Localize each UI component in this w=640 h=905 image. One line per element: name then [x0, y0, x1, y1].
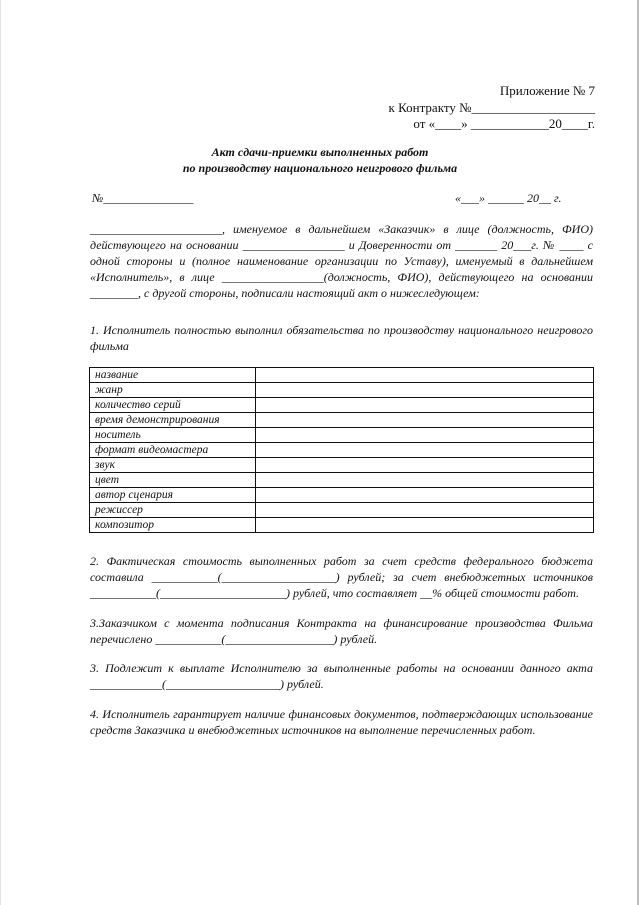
row-label: формат видеомастера	[90, 443, 256, 458]
appendix-label: Приложение № 7	[499, 83, 595, 98]
act-number: №_______________	[92, 191, 194, 205]
row-label: автор сценария	[90, 488, 256, 503]
table-row	[90, 413, 594, 428]
row-value	[256, 398, 594, 413]
row-label: носитель	[90, 428, 256, 443]
row-label: режиссер	[90, 503, 256, 518]
row-label: звук	[90, 458, 256, 473]
scan-right-edge	[637, 0, 639, 905]
table-row	[90, 443, 594, 458]
table-row	[90, 518, 594, 533]
section-3-text: 3.Заказчиком с момента подписания Контракта на финансирование производства Фильма перечислено ___________(__________________) рублей.	[90, 616, 593, 646]
scan-left-edge	[0, 0, 1, 905]
table-row	[90, 368, 594, 383]
row-label: название	[90, 368, 256, 383]
table-row	[90, 458, 594, 473]
document-title-line2: по производству национального неигрового фильма	[182, 161, 458, 175]
table-row	[90, 398, 594, 413]
table-row	[90, 473, 594, 488]
row-value	[256, 488, 594, 503]
row-label: композитор	[90, 518, 256, 533]
row-value	[256, 443, 594, 458]
film-info-table	[89, 367, 594, 533]
section-3b-text: 3. Подлежит к выплате Исполнителю за выполненные работы на основании данного акта ____________(___________________) рублей.	[90, 661, 593, 691]
row-value	[256, 413, 594, 428]
row-value	[256, 473, 594, 488]
contract-date-line: от «____» ____________20____г.	[413, 116, 595, 131]
row-value	[256, 458, 594, 473]
act-date: «___» ______ 20__ г.	[455, 191, 562, 205]
row-label: время демонстрирования	[90, 413, 256, 428]
table-row	[90, 428, 594, 443]
section-4-text: 4. Исполнитель гарантирует наличие финансовых документов, подтверждающих использование средств Заказчика и внебюджетных источников на выполнение перечисленных работ.	[90, 707, 593, 737]
section-1-text: 1. Исполнитель полностью выполнил обязательства по производству национального неигрового фильма	[90, 323, 593, 353]
table-row	[90, 383, 594, 398]
intro-paragraph: ______________________, именуемое в дальнейшем «Заказчик» в лице (должность, ФИО) действующего на основании _________________ и Доверенности от _______ 20___г. № ____ с одной стороны и (полное наименование организации по Уставу), именуемый в дальнейшем «Исполнитель», в лице _________________(должность, ФИО), действующего на основании ________, с другой стороны, подписали настоящий акт о нижеследующем:	[90, 222, 593, 300]
row-value	[256, 518, 594, 533]
row-value	[256, 503, 594, 518]
row-label: количество серий	[90, 398, 256, 413]
row-value	[256, 368, 594, 383]
contract-number-line: к Контракту №___________________	[388, 100, 595, 115]
row-label: жанр	[90, 383, 256, 398]
table-row	[90, 488, 594, 503]
row-value	[256, 383, 594, 398]
row-value	[256, 428, 594, 443]
document-title-line1: Акт сдачи-приемки выполненных работ	[211, 145, 429, 159]
row-label: цвет	[90, 473, 256, 488]
section-2-text: 2. Фактическая стоимость выполненных работ за счет средств федерального бюджета составила ___________(___________________) рублей; за счет внебюджетных источников ___________(_____________________) рублей, что составляет __% общей стоимости работ.	[90, 554, 593, 600]
table-row	[90, 503, 594, 518]
